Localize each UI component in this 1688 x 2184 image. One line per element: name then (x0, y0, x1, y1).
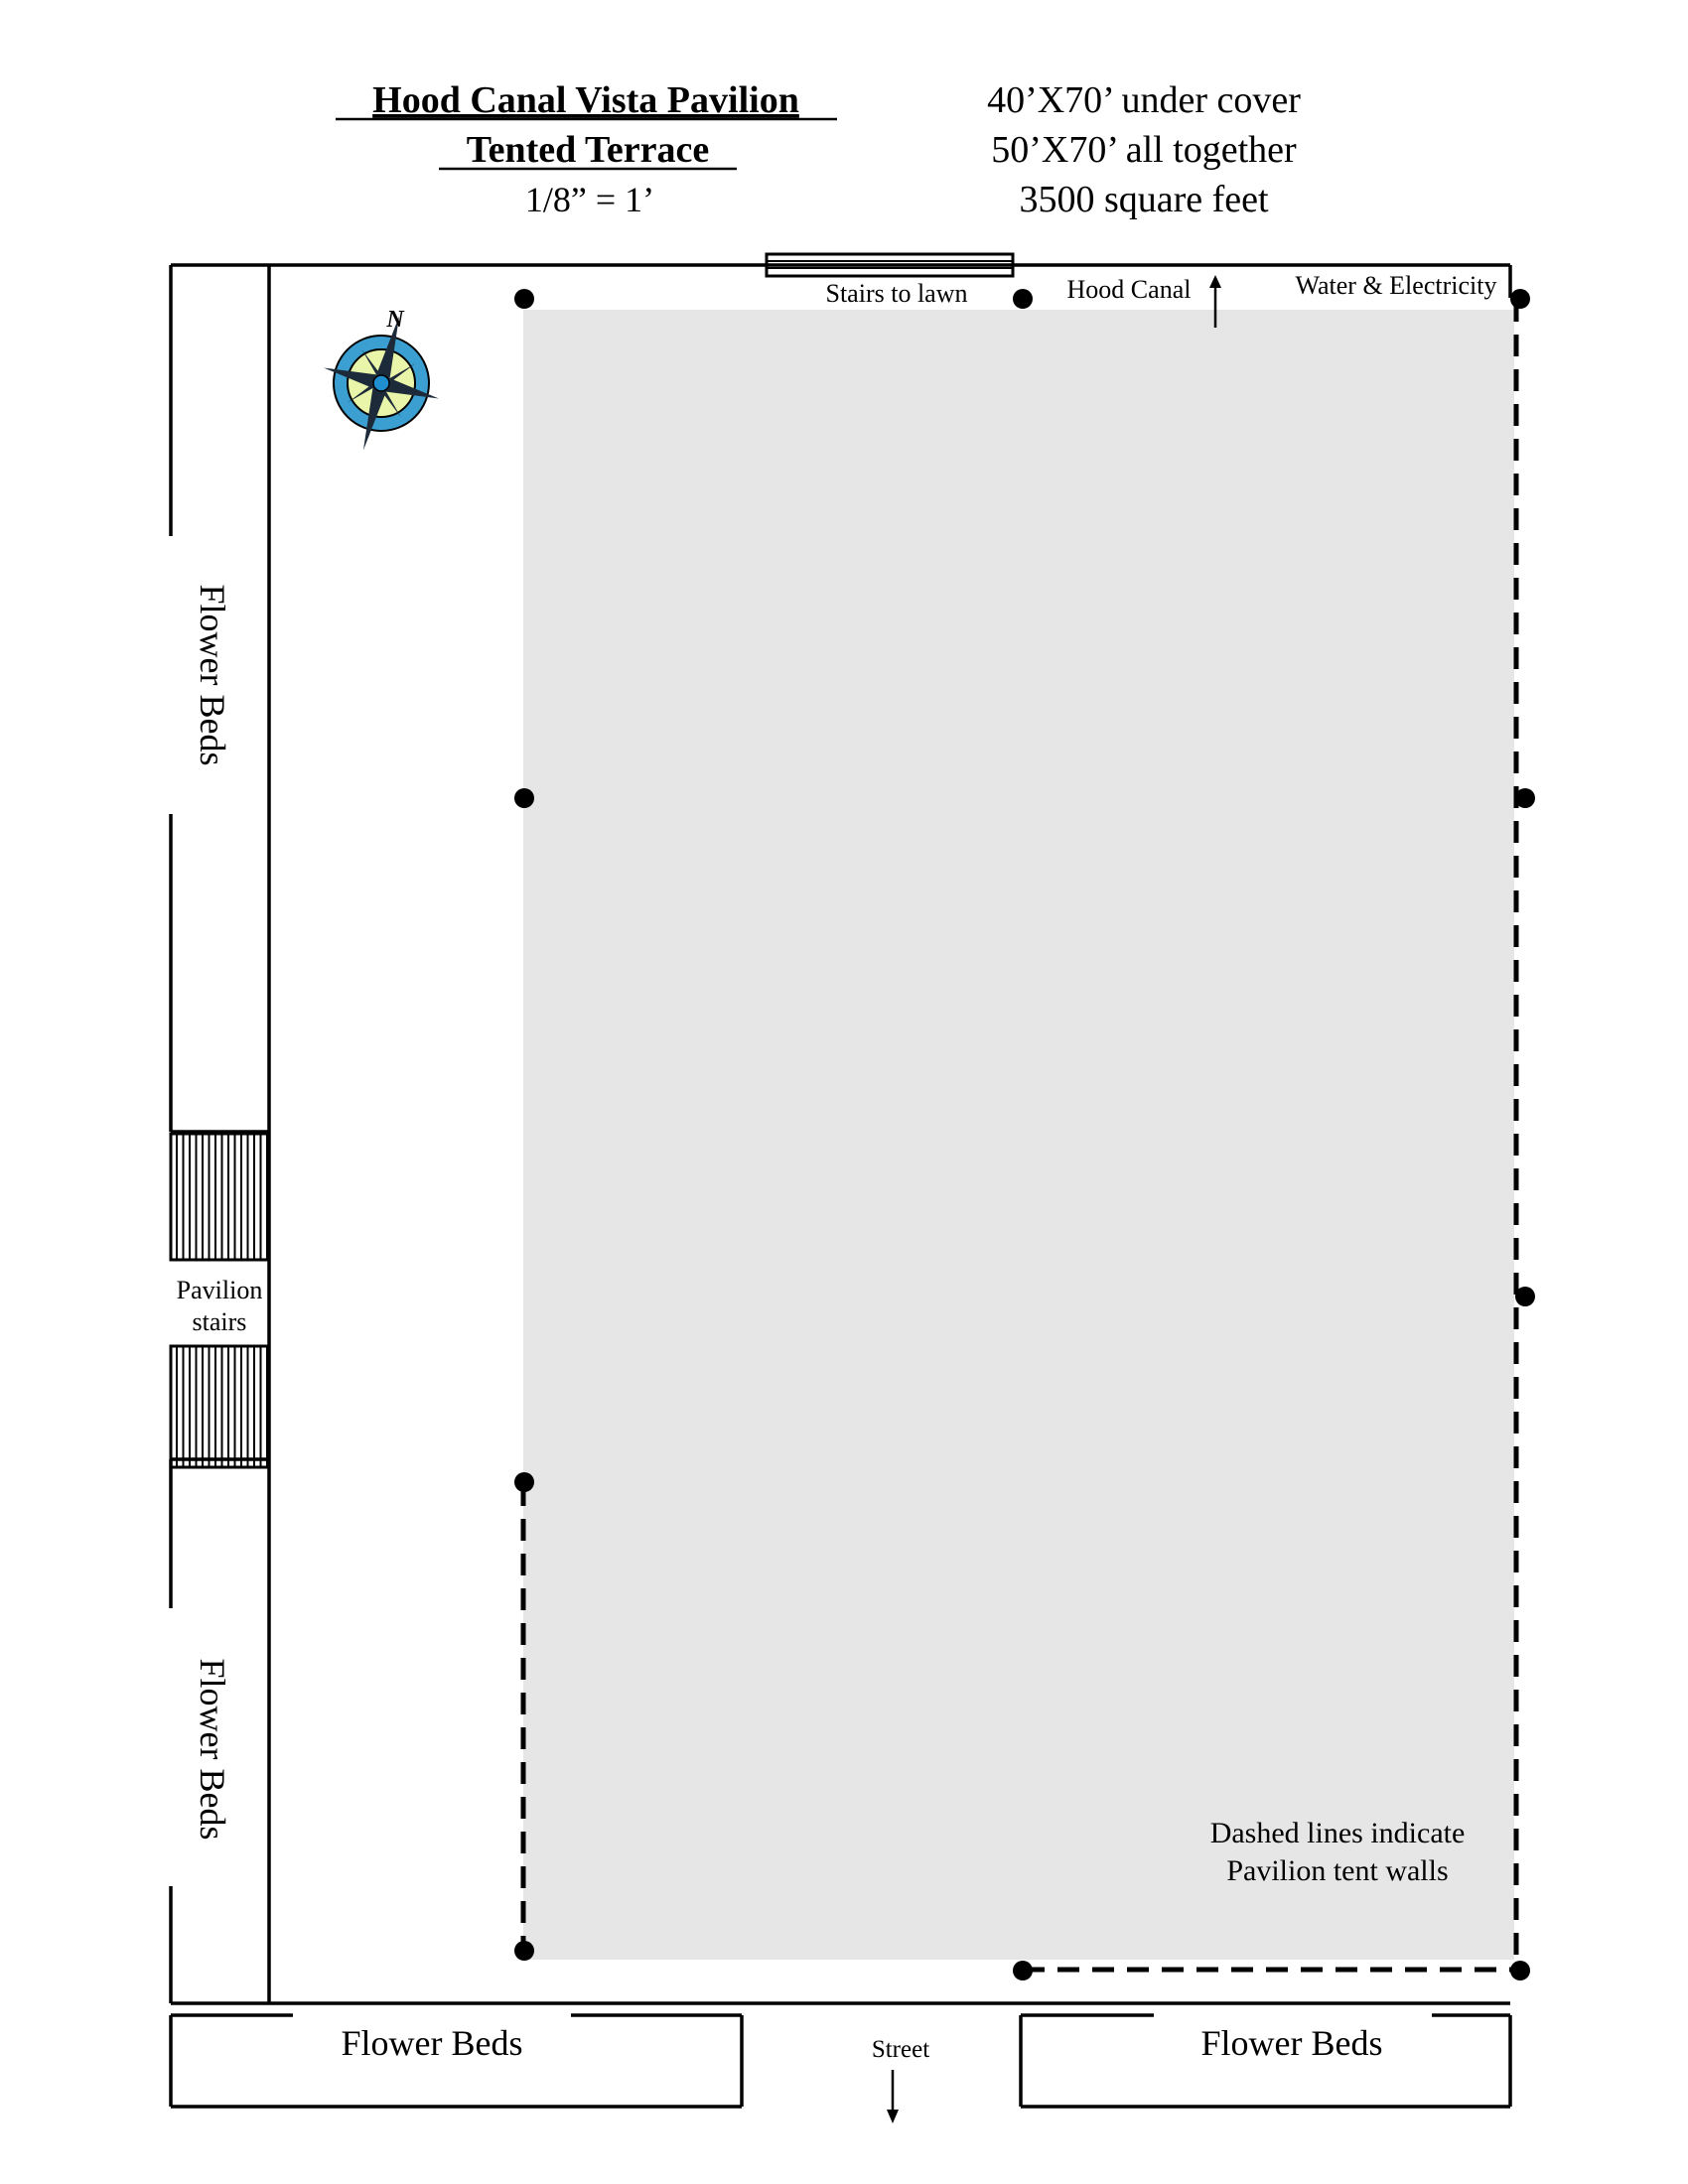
spec-all-together: 50’X70’ all together (991, 129, 1297, 171)
scale-label: 1/8” = 1’ (524, 180, 655, 219)
title-line-1: Hood Canal Vista Pavilion (372, 79, 799, 121)
pavilion-stairs-lower (171, 1346, 269, 1467)
spec-under-cover: 40’X70’ under cover (987, 79, 1301, 121)
tent-post (514, 1941, 534, 1961)
compass-center (373, 375, 389, 391)
tent-post (514, 1472, 534, 1492)
tent-walls-note-line-1: Dashed lines indicate (1209, 1817, 1466, 1849)
spec-block (987, 79, 1301, 220)
compass-icon (306, 301, 457, 466)
flower-beds-lower-left-label: Flower Beds (193, 1658, 232, 1841)
pavilion-stairs-label-line-2: stairs (192, 1307, 247, 1336)
tent-post (1013, 1961, 1033, 1980)
tent-post (1013, 289, 1033, 309)
tent-walls-note-line-2: Pavilion tent walls (1226, 1854, 1449, 1887)
title-line-2: Tented Terrace (466, 129, 710, 171)
flower-beds-bottom-right-label: Flower Beds (1200, 2023, 1383, 2063)
flower-beds-bottom-left-label: Flower Beds (341, 2023, 523, 2063)
down-arrow-icon (887, 2070, 899, 2123)
street-label: Street (871, 2036, 930, 2063)
tent-post (1510, 289, 1530, 309)
pavilion-stairs-label-line-1: Pavilion (176, 1276, 263, 1304)
pavilion-stairs-upper (171, 1134, 269, 1260)
title-block (336, 79, 837, 219)
hood-canal-label: Hood Canal (1066, 275, 1192, 304)
compass-north-letter: N (386, 307, 404, 333)
tent-post (1510, 1961, 1530, 1980)
flower-beds-upper-left-label: Flower Beds (193, 584, 232, 766)
tent-post (514, 788, 534, 808)
tent-post (1515, 788, 1535, 808)
covered-area (523, 310, 1514, 1960)
tent-post (514, 289, 534, 309)
stairs-to-lawn-label: Stairs to lawn (825, 279, 968, 308)
tent-post (1515, 1287, 1535, 1306)
spec-square-feet: 3500 square feet (1019, 179, 1269, 220)
water-electricity-label: Water & Electricity (1295, 271, 1497, 300)
